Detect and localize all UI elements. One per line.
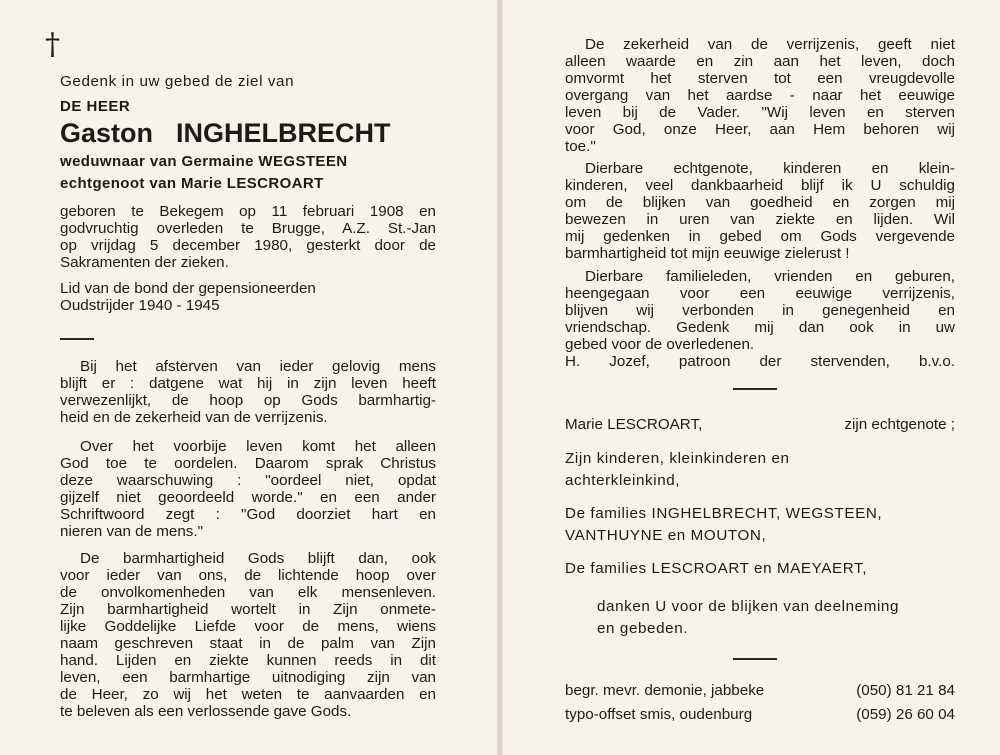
body-line: leven bij de Vader. "Wij leven en sterven bbox=[565, 104, 955, 121]
body-line: nieren van de mens." bbox=[60, 523, 204, 540]
body-line: naam geschreven staat in de palm van Zijn bbox=[60, 635, 436, 652]
body-line: toe." bbox=[565, 138, 596, 155]
intro-line: Gedenk in uw gebed de ziel van bbox=[60, 73, 295, 90]
thanks-line: en gebeden. bbox=[597, 620, 689, 637]
body-line: hand. Lijden en ziekte kunnen reeds in dit bbox=[60, 652, 436, 669]
body-line: blijft er : datgene wat hij in zijn leven heeft bbox=[60, 375, 436, 392]
body-line: verwezenlijkt, de hoop op Gods barmhartig- bbox=[60, 392, 436, 409]
divider bbox=[733, 658, 777, 660]
funeral-director-row bbox=[565, 682, 955, 699]
thanks-line: danken U voor de blijken van deelneming bbox=[597, 598, 900, 615]
body-line: kinderen, veel dankbaarheid blijf ik U schuldig bbox=[565, 177, 955, 194]
body-line: blijven wij verbonden in genegenheid en bbox=[565, 302, 955, 319]
body-line: Schriftwoord zegt : "God doorziet hart en bbox=[60, 506, 436, 523]
body-line: barmhartigheid tot mijn eeuwige zielerust ! bbox=[565, 245, 850, 262]
body-line: lijke Goddelijke Liefde voor de mens, wiens bbox=[60, 618, 436, 635]
body-line: Zijn barmhartigheid wortelt in Zijn onmete- bbox=[60, 601, 436, 618]
body-line: God toe te oordelen. Daarom sprak Christus bbox=[60, 455, 436, 472]
member-line: Lid van de bond der gepensioneerden bbox=[60, 280, 316, 297]
children-line: Zijn kinderen, kleinkinderen en bbox=[565, 450, 790, 467]
body-line: de onvolkomenheden van elk mensenleven. bbox=[60, 584, 436, 601]
center-fold bbox=[497, 0, 503, 755]
body-line: Bij het afsterven van ieder gelovig mens bbox=[80, 358, 436, 375]
body-line: voor ieder van ons, de lichtende hoop over bbox=[60, 567, 436, 584]
families-line: De families LESCROART en MAEYAERT, bbox=[565, 560, 868, 577]
body-line: De barmhartigheid Gods blijft dan, ook bbox=[80, 550, 436, 567]
body-line: bewezen in uren van ziekte en lijden. Wil bbox=[565, 211, 955, 228]
families-line: VANTHUYNE en MOUTON, bbox=[565, 527, 767, 544]
body-line: omvormt het sterven tot een vreugdevolle bbox=[565, 70, 955, 87]
body-line: overgang van het aardse - naar het eeuwige bbox=[565, 87, 955, 104]
member-line: Oudstrijder 1940 - 1945 bbox=[60, 297, 220, 314]
funeral-director: begr. mevr. demonie, jabbeke bbox=[565, 682, 765, 699]
body-line: de Heer, zo wij het weten te aanvaarden en bbox=[60, 686, 436, 703]
deceased-first-name: Gaston bbox=[60, 118, 154, 148]
body-line: voor God, onze Heer, aan Hem behoren wij bbox=[565, 121, 955, 138]
patron-line: H. Jozef, patroon der stervenden, b.v.o. bbox=[565, 353, 955, 370]
body-line: deze waarschuwing : "oordeel niet, opdat bbox=[60, 472, 436, 489]
widow-name: Marie LESCROART, bbox=[565, 416, 703, 433]
body-line: leven, een barmhartige uitnodiging zijn van bbox=[60, 669, 436, 686]
birth-line: Sakramenten der zieken. bbox=[60, 254, 229, 271]
body-line: gebed voor de overledenen. bbox=[565, 336, 755, 353]
deceased-name bbox=[60, 118, 391, 148]
body-line: om de blijken van goedheid en zorgen mij bbox=[565, 194, 955, 211]
body-line: te beleven als een verlossende gave Gods. bbox=[60, 703, 352, 720]
body-line: alleen waarde en zin aan het leven, doch bbox=[565, 53, 955, 70]
divider bbox=[733, 388, 777, 390]
printer-row bbox=[565, 706, 955, 723]
printer-name: typo-offset smis, oudenburg bbox=[565, 706, 753, 723]
printer-phone: (059) 26 60 04 bbox=[856, 706, 955, 723]
body-line: heengegaan voor een eeuwige verrijzenis, bbox=[565, 285, 955, 302]
divider bbox=[60, 338, 94, 340]
body-line: Over het voorbije leven komt het alleen bbox=[80, 438, 436, 455]
spouse-line: echtgenoot van Marie LESCROART bbox=[60, 175, 324, 192]
widow-row bbox=[565, 416, 955, 433]
body-line: heid en de zekerheid van de verrijzenis. bbox=[60, 409, 328, 426]
widower-line: weduwnaar van Germaine WEGSTEEN bbox=[60, 153, 348, 170]
title-de-heer: DE HEER bbox=[60, 98, 131, 115]
birth-line: op vrijdag 5 december 1980, gesterkt door de bbox=[60, 237, 436, 254]
families-line: De families INGHELBRECHT, WEGSTEEN, bbox=[565, 505, 883, 522]
body-line: gijzelf niet geoordeeld worde." en een ander bbox=[60, 489, 436, 506]
funeral-phone: (050) 81 21 84 bbox=[856, 682, 955, 699]
deceased-last-name: INGHELBRECHT bbox=[176, 118, 391, 148]
body-line: De zekerheid van de verrijzenis, geeft niet bbox=[585, 36, 955, 53]
birth-line: geboren te Bekegem op 11 februari 1908 en bbox=[60, 203, 436, 220]
body-line: vriendschap. Gedenk mij dan ook in uw bbox=[565, 319, 955, 336]
children-line: achterkleinkind, bbox=[565, 472, 681, 489]
cross-symbol: † bbox=[45, 27, 60, 62]
body-line: mij gedenken in gebed om Gods vergevende bbox=[565, 228, 955, 245]
body-line: Dierbare familieleden, vrienden en geburen, bbox=[585, 268, 955, 285]
widow-role: zijn echtgenote ; bbox=[844, 416, 955, 433]
body-line: Dierbare echtgenote, kinderen en klein- bbox=[585, 160, 955, 177]
birth-line: godvruchtig overleden te Brugge, A.Z. St.-Jan bbox=[60, 220, 436, 237]
